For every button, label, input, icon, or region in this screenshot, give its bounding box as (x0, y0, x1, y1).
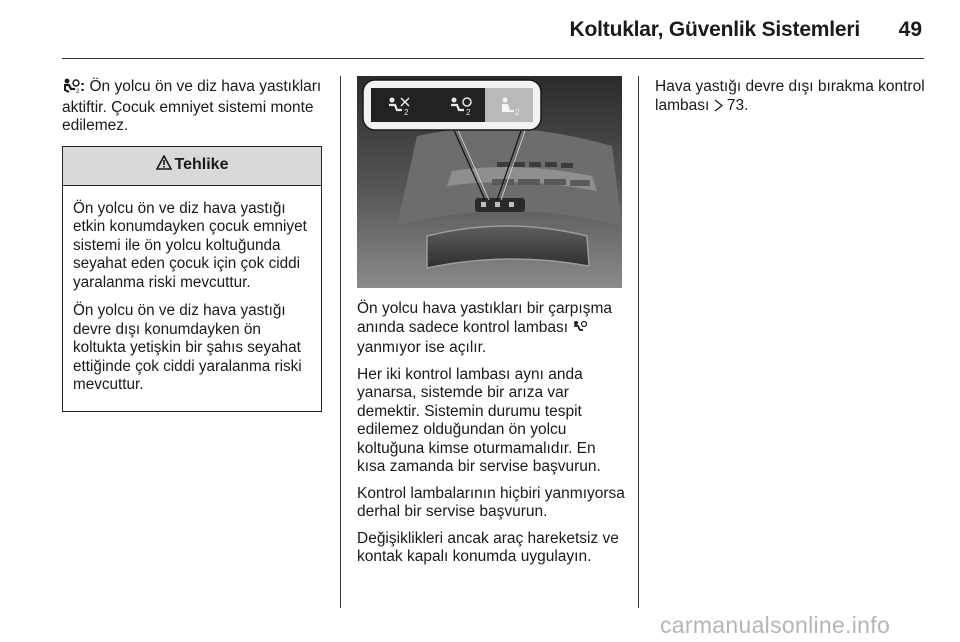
column-1 (62, 78, 324, 412)
page-number: 49 (898, 18, 922, 41)
cross-reference-page[interactable]: 73. (726, 96, 749, 114)
warning-body (63, 186, 321, 411)
passenger-seat-icon (497, 96, 523, 121)
column-divider-left (340, 76, 341, 608)
watermark: carmanualsonline.info (660, 612, 891, 638)
warning-title: Tehlike (174, 156, 229, 174)
svg-text:2: 2 (404, 108, 409, 116)
airbag-on-icon (449, 96, 475, 121)
col2-paragraph-1-text-a: Ön yolcu hava yastıkları bir çarpışma anında sadece kontrol lambası (357, 300, 612, 336)
airbag-on-icon (62, 78, 80, 99)
cross-reference (655, 78, 925, 117)
col2-paragraph-1-text-b: yanmıyor ise açılır. (357, 339, 487, 356)
page-reference-arrow-icon (714, 99, 723, 118)
column-divider-right (638, 76, 639, 608)
warning-header (63, 147, 321, 186)
col2-paragraph-1 (357, 300, 625, 358)
svg-text:2: 2 (515, 108, 520, 116)
page-title: Koltuklar, Güvenlik Sistemleri (569, 18, 860, 41)
column-2 (357, 300, 625, 575)
col2-paragraph-3: Kontrol lambalarının hiçbiri yanmıyorsa derhal bir servise başvurun. (357, 484, 625, 520)
column-3 (655, 78, 925, 125)
overhead-console-photo (357, 76, 622, 288)
intro-paragraph (62, 78, 324, 136)
warning-paragraph-2: Ön yolcu ön ve diz hava yastığı devre dışı konumdayken ön koltukta yetişkin bir şahıs seyahat ettiğinde çok ciddi yaralanma riski mevcuttur. (73, 302, 302, 393)
header-rule (62, 58, 924, 59)
warning-triangle-icon (156, 155, 172, 176)
svg-text:2: 2 (76, 89, 80, 93)
col2-paragraph-4: Değişiklikleri ancak araç hareketsiz ve kontak kapalı konumda uygulayın. (357, 529, 619, 565)
intro-colon: : (80, 78, 86, 95)
warning-paragraph-1: Ön yolcu ön ve diz hava yastığı etkin konumdayken çocuk emniyet sistemi ile ön yolcu koltuğunda seyahat eden çocuk için çok ciddi yaralanma riski mevcuttur. (73, 199, 307, 291)
warning-box (62, 146, 322, 412)
airbag-on-icon (572, 320, 588, 340)
svg-text:2: 2 (466, 108, 471, 116)
col2-paragraph-2: Her iki kontrol lambası aynı anda yanarsa, sistemde bir arıza var demektir. Sistemin durumu tespit edilemez olduğundan ön yolcu koltuğuna kimse oturmamalıdır. En kısa zamanda bir servise başvurun. (357, 365, 601, 475)
intro-text: Ön yolcu ön ve diz hava yastıkları aktiftir. Çocuk emniyet sistemi monte edilemez. (62, 78, 322, 134)
cross-reference-text: Hava yastığı devre dışı bırakma kontrol lambası (655, 78, 925, 114)
airbag-off-icon (387, 96, 413, 121)
